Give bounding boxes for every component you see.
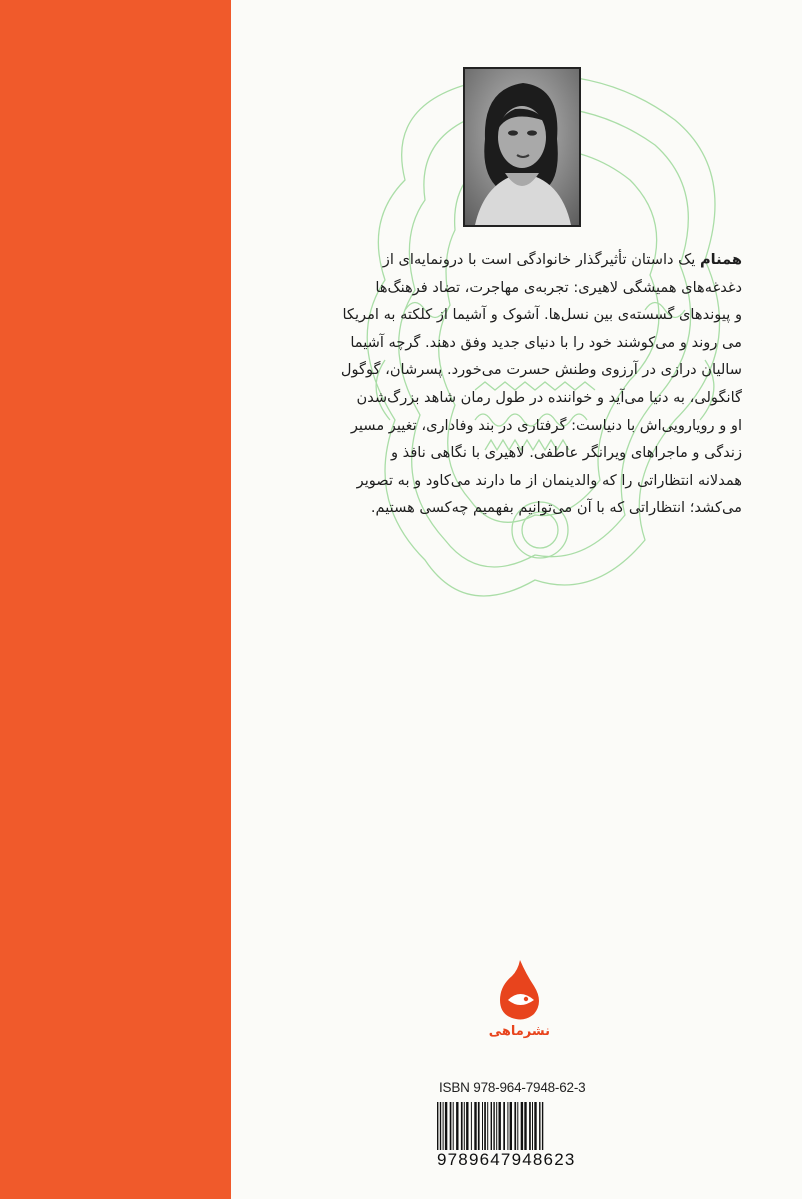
barcode-bar [478, 1102, 480, 1150]
blurb-line: و پیوندهای گسسته‌ی بین نسل‌ها. آشوک و آشیما از کلکته به امریکا [342, 306, 742, 324]
publisher-logo [490, 958, 550, 1052]
barcode-bar [464, 1102, 465, 1150]
spine-band [0, 0, 231, 1199]
isbn-label: ISBN 978-964-7948-62-3 [439, 1080, 586, 1095]
barcode-bar [532, 1102, 533, 1150]
blurb-line: گانگولی، به دنیا می‌آید و خواننده در طول رمان شاهد بزرگ‌شدن [356, 388, 742, 406]
barcode-bar [499, 1102, 501, 1150]
barcode-bar [496, 1102, 497, 1150]
barcode-bar [514, 1102, 516, 1150]
barcode-bar [534, 1102, 536, 1150]
barcode-bar [510, 1102, 512, 1150]
barcode-bar [474, 1102, 476, 1150]
barcode-bar [461, 1102, 463, 1150]
blurb-line: دغدغه‌های همیشگی لاهیری: تجربه‌ی مهاجرت، تضاد فرهنگ‌ها [375, 278, 742, 296]
blurb-line: زندگی و ماجراهای ویرانگر عاطفی. لاهیری با نگاهی نافذ و [390, 444, 742, 462]
book-title-word: همنام [699, 251, 742, 268]
barcode-bar [456, 1102, 458, 1150]
barcode-bar [507, 1102, 508, 1150]
blurb-line: می روند و می‌کوشند خود را با دنیای جدید وفق دهند. گرچه آشیما [350, 333, 742, 351]
barcode-bar [450, 1102, 452, 1150]
blurb-line: سالیان درازی در آرزوی وطنش حسرت می‌خورد. پسرشان، گوگول [340, 361, 742, 379]
barcode-bar [517, 1102, 518, 1150]
blurb-paragraph [288, 246, 742, 522]
barcode-bar [487, 1102, 488, 1150]
blurb-line: می‌کشد؛ انتظاراتی که با آن می‌توانیم بفهمیم چه‌کسی هستیم. [370, 499, 742, 517]
blurb-line: او و رویارویی‌اش با دنیاست: گرفتاری در بند وفاداری، تغییر مسیر [350, 416, 742, 434]
barcode-bar [443, 1102, 444, 1150]
barcode-bar [484, 1102, 486, 1150]
barcode-bar [466, 1102, 468, 1150]
barcode-bar [445, 1102, 447, 1150]
publisher-name: نشرماهی [488, 1024, 550, 1039]
blurb-line: همدلانه انتظاراتی را که والدینمان از ما دارند می‌کاود و به تصویر [356, 471, 742, 489]
barcode-bar [503, 1102, 505, 1150]
fish-drop-icon [490, 958, 550, 1022]
barcode-bar [453, 1102, 454, 1150]
barcode-digits: 9789647948623 [437, 1150, 613, 1170]
barcode-bar [471, 1102, 472, 1150]
barcode-bar [529, 1102, 531, 1150]
barcode-bar [521, 1102, 523, 1150]
author-photo [463, 67, 581, 227]
barcode-bar [482, 1102, 483, 1150]
barcode-bar [524, 1102, 526, 1150]
blurb-line: همنام یک داستان تأثیرگذار خانوادگی است با درونمایه‌ای از [382, 251, 742, 268]
